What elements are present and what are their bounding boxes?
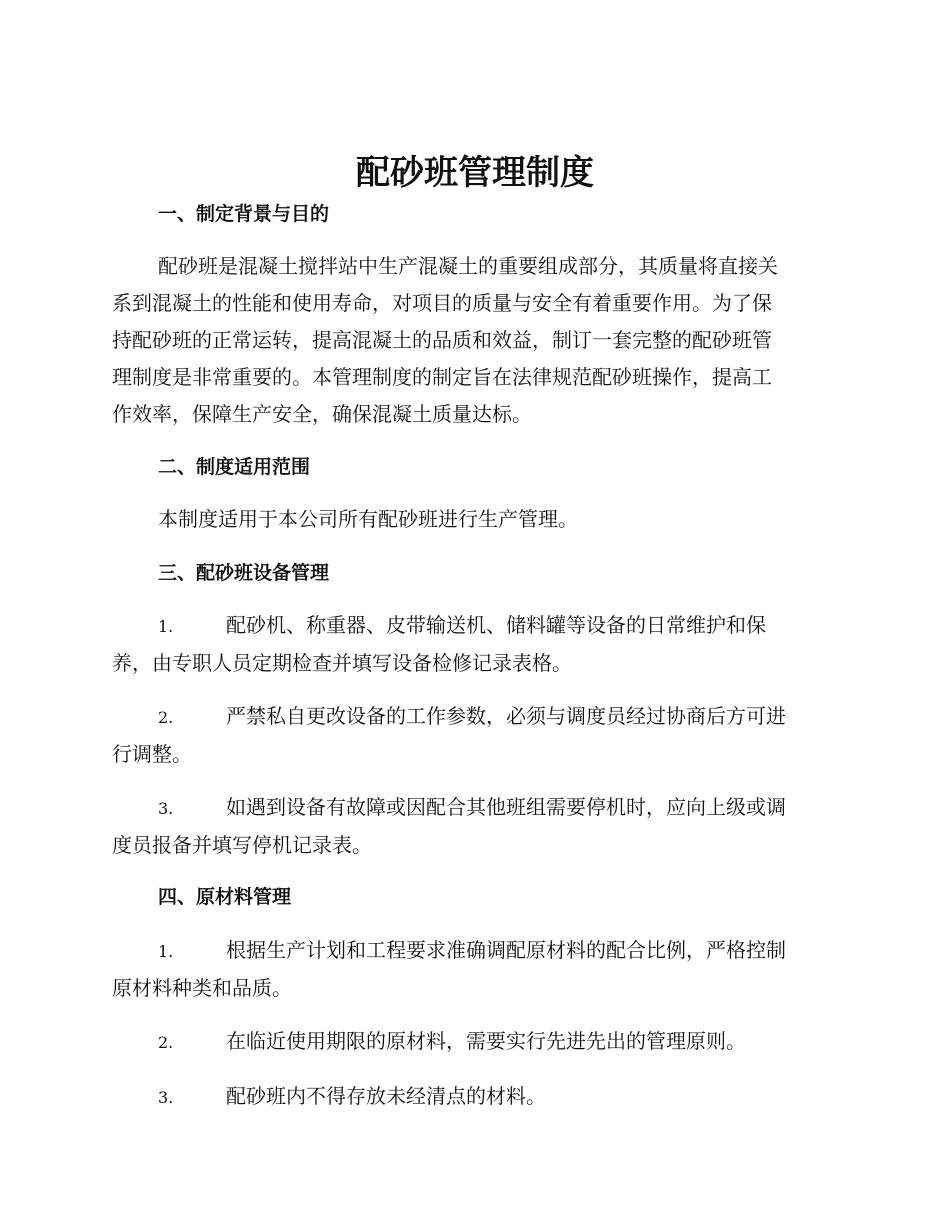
section-1-paragraph: [112, 248, 832, 433]
list-item: [112, 932, 832, 1007]
list-item-text: 配砂机、称重器、皮带输送机、储料罐等设备的日常维护和保: [226, 613, 766, 637]
section-heading-4: 四、原材料管理: [158, 886, 292, 908]
list-item-text: 配砂班内不得存放未经清点的材料。: [226, 1084, 546, 1108]
list-item-text: 行调整。: [112, 742, 192, 766]
paragraph-line: 本制度适用于本公司所有配砂班进行生产管理。: [158, 507, 578, 531]
list-item-number: 3.: [158, 799, 174, 818]
list-item: [112, 1078, 832, 1116]
list-item-number: 3.: [158, 1088, 174, 1107]
list-item: [112, 698, 832, 773]
list-item-number: 2.: [158, 1033, 174, 1052]
list-item-text: 如遇到设备有故障或因配合其他班组需要停机时，应向上级或调: [226, 795, 786, 819]
list-item-text: 养，由专职人员定期检查并填写设备检修记录表格。: [112, 651, 572, 675]
section-heading-3: 三、配砂班设备管理: [158, 562, 330, 584]
list-item-text: 原材料种类和品质。: [112, 976, 292, 1000]
section-heading-2: 二、制度适用范围: [158, 456, 311, 478]
section-heading-1: 一、制定背景与目的: [158, 203, 330, 225]
list-item-text: 度员报备并填写停机记录表。: [112, 833, 372, 857]
list-item-number: 1.: [158, 617, 174, 636]
list-item-number: 2.: [158, 708, 174, 727]
paragraph-line: 理制度是非常重要的。本管理制度的制定旨在法律规范配砂班操作，提高工: [112, 365, 772, 389]
paragraph-line: 作效率，保障生产安全，确保混凝土质量达标。: [112, 402, 532, 426]
paragraph-line: 配砂班是混凝土搅拌站中生产混凝土的重要组成部分，其质量将直接关: [158, 254, 778, 278]
list-item: [112, 607, 832, 682]
list-item: [112, 1023, 832, 1061]
document-title: 配砂班管理制度: [356, 153, 594, 193]
list-item-number: 1.: [158, 942, 174, 961]
section-2-paragraph: [112, 501, 832, 538]
paragraph-line: 持配砂班的正常运转，提高混凝土的品质和效益，制订一套完整的配砂班管: [112, 328, 772, 352]
paragraph-line: 系到混凝土的性能和使用寿命，对项目的质量与安全有着重要作用。为了保: [112, 291, 772, 315]
list-item-text: 严禁私自更改设备的工作参数，必须与调度员经过协商后方可进: [226, 704, 786, 728]
list-item: [112, 789, 832, 864]
list-item-text: 在临近使用期限的原材料，需要实行先进先出的管理原则。: [226, 1029, 746, 1053]
list-item-text: 根据生产计划和工程要求准确调配原材料的配合比例，严格控制: [226, 938, 786, 962]
